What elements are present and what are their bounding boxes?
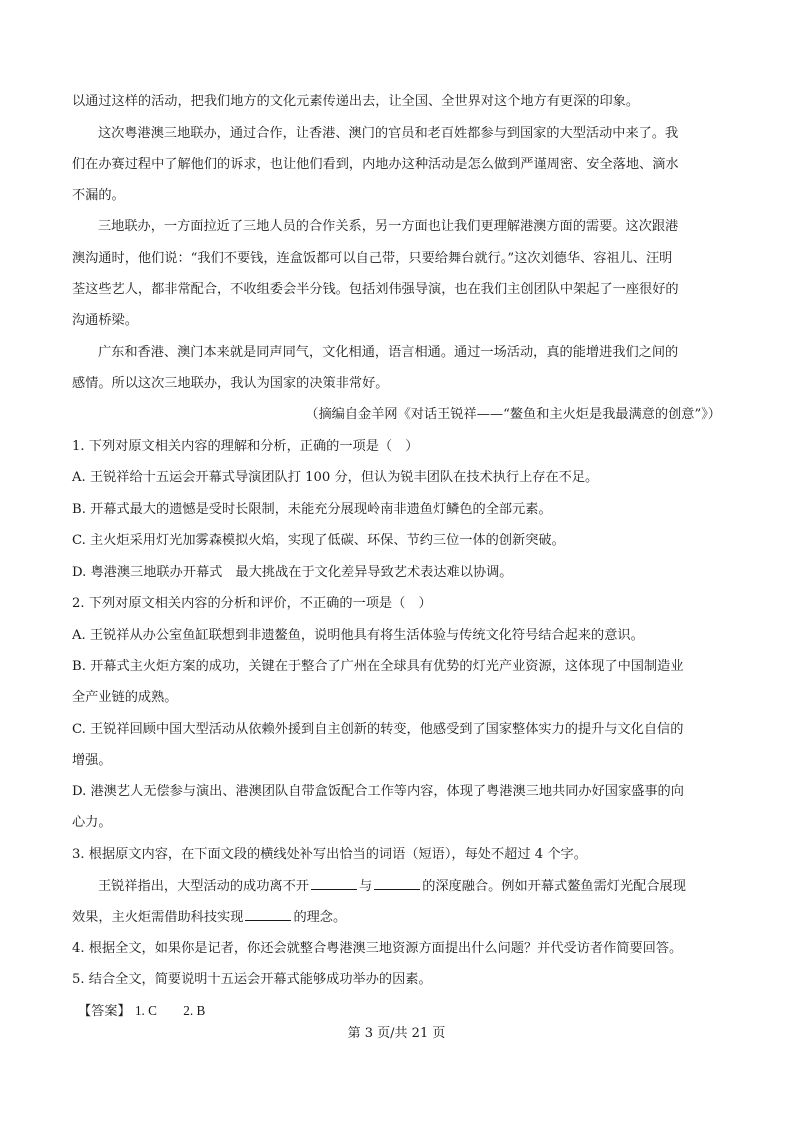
passage-line-2: 这次粤港澳三地联办，通过合作，让香港、澳门的官员和老百姓都参与到国家的大型活动中来了。我	[98, 126, 679, 141]
answer-line	[78, 1001, 728, 1022]
passage-line-7: 荃这些艺人，都非常配合，不收组委会半分钱。包括刘伟强导演，也在我们主创团队中架起了一座很好的	[72, 282, 679, 297]
question-2-option-a: A. 王锐祥从办公室鱼缸联想到非遗鳌鱼，说明他具有将生活体验与传统文化符号结合起来的意识。	[72, 628, 644, 643]
question-1-option-d: D. 粤港澳三地联办开幕式 最大挑战在于文化差异导致艺术表达难以协调。	[72, 565, 513, 580]
q3-text-1: 王锐祥指出，大型活动的成功离不开	[98, 879, 309, 894]
question-4: 4. 根据全文，如果你是记者，你还会就整合粤港澳三地资源方面提出什么问题？并代受访者作简要回答。	[72, 941, 683, 956]
passage-line-8: 沟通桥梁。	[72, 313, 138, 328]
q3-text-4: 效果，主火炬需借助科技实现	[72, 910, 244, 925]
question-3-stem: 3. 根据原文内容，在下面文段的横线处补写出恰当的词语（短语），每处不超过 4 个字。	[72, 847, 587, 862]
passage-line-3: 们在办赛过程中了解他们的诉求，也让他们看到，内地办这种活动是怎么做到严谨周密、安全落地、滴水	[72, 157, 679, 172]
answer-text: 1. C 2. B	[134, 1003, 206, 1018]
question-2-option-d: D. 港澳艺人无偿参与演出、港澳团队自带盒饭配合工作等内容，体现了粤港澳三地共同办好国家盛事的向	[72, 784, 684, 799]
question-1-stem: 1. 下列对原文相关内容的理解和分析，正确的一项是（ ）	[72, 439, 419, 454]
question-3-passage-line-2	[72, 907, 722, 928]
passage-line-9: 广东和香港、澳门本来就是同声同气，文化相通，语言相通。通过一场活动，真的能增进我们之间的	[98, 345, 679, 360]
question-2-option-c-cont: 增强。	[72, 753, 112, 768]
passage-line-6: 澳沟通时，他们说：“我们不要钱，连盒饭都可以自己带，只要给舞台就行。”这次刘德华、容祖儿、汪明	[72, 251, 673, 266]
fill-blank-2[interactable]	[374, 876, 420, 890]
question-2-option-c: C. 王锐祥回顾中国大型活动从依赖外援到自主创新的转变，他感受到了国家整体实力的提升与文化自信的	[72, 722, 684, 737]
q3-text-5: 的理念。	[293, 910, 347, 925]
question-5: 5. 结合全文，简要说明十五运会开幕式能够成功举办的因素。	[72, 972, 432, 987]
question-1-option-b: B. 开幕式最大的遗憾是受时长限制，未能充分展现岭南非遗鱼灯鳞色的全部元素。	[72, 502, 552, 517]
question-3-passage-line-1	[98, 876, 722, 897]
page-footer: 第 3 页/共 21 页	[347, 1026, 446, 1041]
passage-line-4: 不漏的。	[72, 188, 125, 203]
question-2-option-b: B. 开幕式主火炬方案的成功，关键在于整合了广州在全球具有优势的灯光产业资源，这体现了中国制造业	[72, 659, 684, 674]
question-2-option-d-cont: 心力。	[72, 815, 112, 830]
question-2-option-b-cont: 全产业链的成熟。	[72, 690, 178, 705]
passage-line-5: 三地联办，一方面拉近了三地人员的合作关系，另一方面也让我们更理解港澳方面的需要。这次跟港	[98, 219, 679, 234]
passage-line-1: 以通过这样的活动，把我们地方的文化元素传递出去，让全国、全世界对这个地方有更深的印象。	[72, 94, 640, 109]
passage-source: （摘编自金羊网《对话王锐祥——“鳌鱼和主火炬是我最满意的创意”》）	[305, 407, 721, 422]
question-2-stem: 2. 下列对原文相关内容的分析和评价，不正确的一项是（ ）	[72, 596, 432, 611]
q3-text-2: 与	[359, 879, 373, 894]
answer-tag: 【答案】	[78, 1004, 131, 1019]
question-1-option-c: C. 主火炬采用灯光加雾森模拟火焰，实现了低碳、环保、节约三位一体的创新突破。	[72, 533, 565, 548]
question-1-option-a: A. 王锐祥给十五运会开幕式导演团队打 100 分，但认为锐丰团队在技术执行上存在不足。	[72, 470, 599, 485]
passage-line-10: 感情。所以这次三地联办，我认为国家的决策非常好。	[72, 376, 389, 391]
fill-blank-1[interactable]	[311, 876, 357, 890]
fill-blank-3[interactable]	[245, 907, 291, 921]
q3-text-3: 的深度融合。例如开幕式鳌鱼需灯光配合展现	[422, 879, 686, 894]
